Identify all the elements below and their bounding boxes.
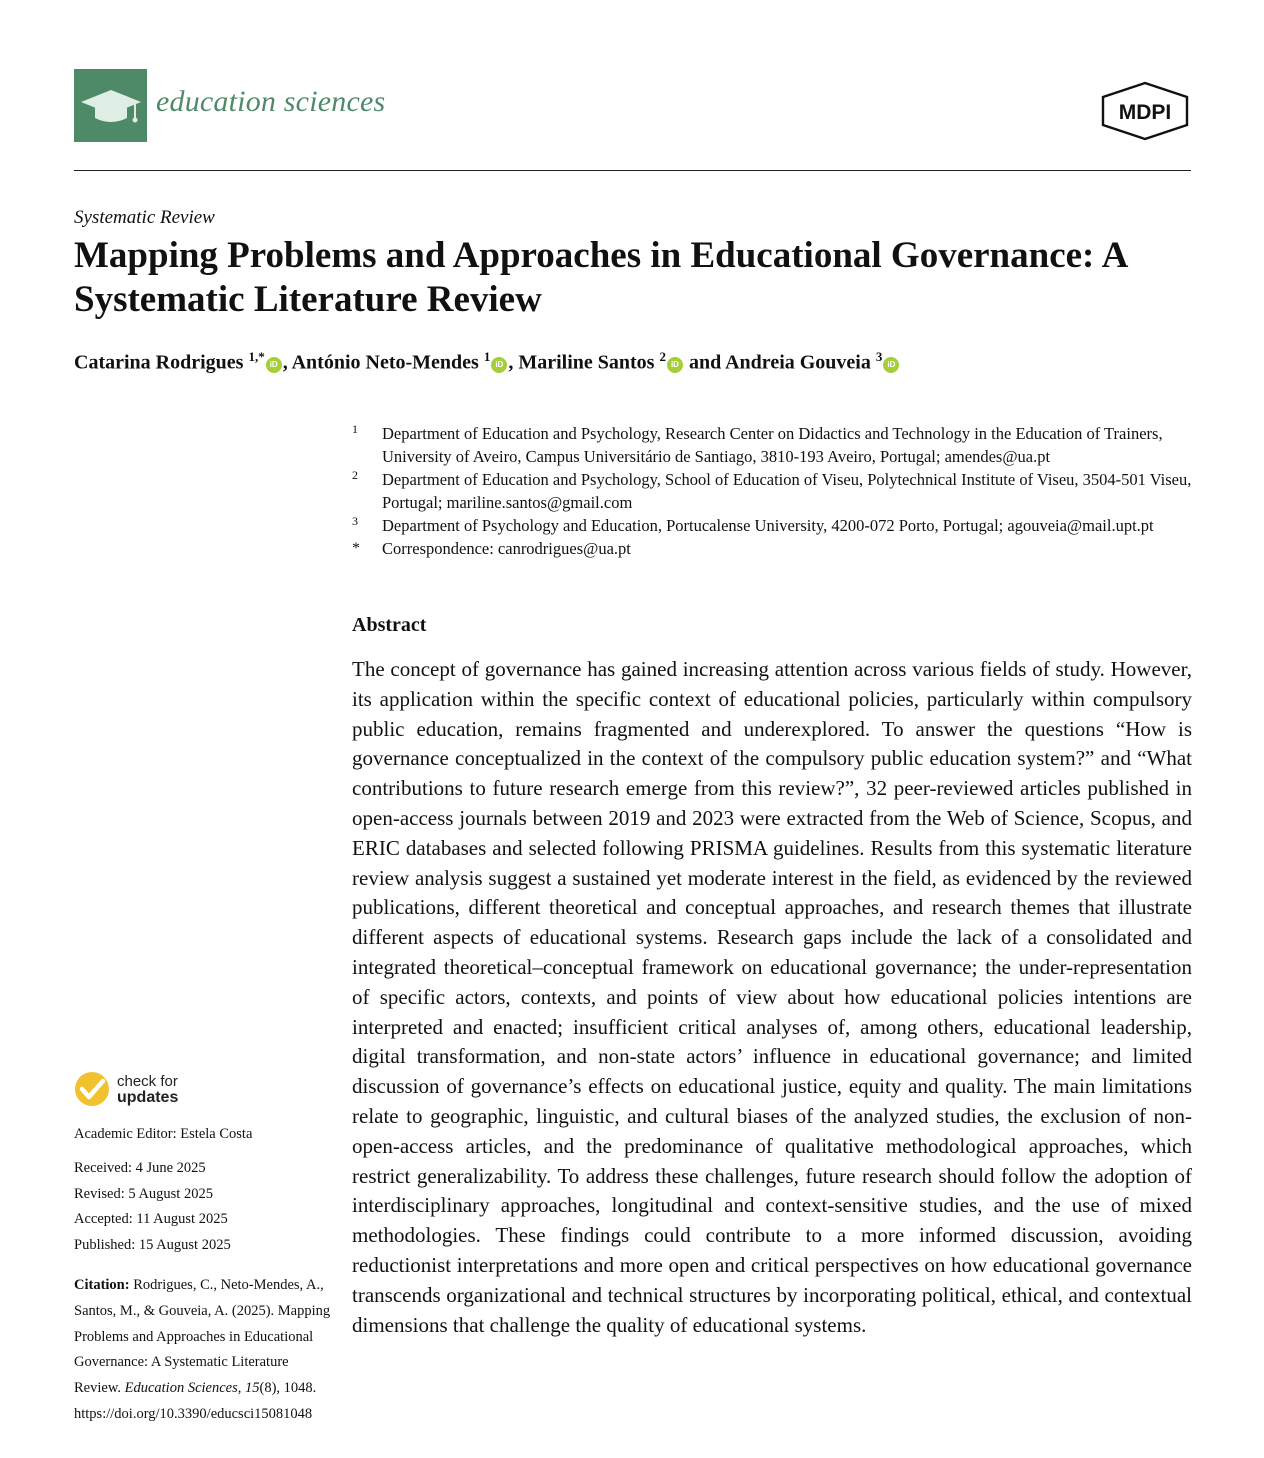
graduation-cap-icon <box>79 86 143 126</box>
citation-text: Rodrigues, C., Neto-Mendes, A., Santos, M., & Gouveia, A. (2025). Mapping Problems and Approaches in Educational Governance: A Systematic Literature Review. <box>74 1276 331 1397</box>
abstract-text: The concept of governance has gained increasing attention across various fields of study. However, its application within the specific context of educational policies, particularly within compulsory public education, remains fragmented and underexplored. To answer the questions “How is governance conceptualized in the context of the compulsory public education system?” and “What contributions to future research emerge from this review?”, 32 peer-reviewed articles published in open-access journals between 2019 and 2023 were extracted from the Web of Science, Scopus, and ERIC databases and selected following PRISMA guidelines. Results from this systematic literature review analysis suggest a sustained yet moderate interest in the field, as evidenced by the reviewed publications, different theoretical and conceptual approaches, and research themes that illustrate different aspects of educational systems. Research gaps include the lack of a consolidated and integrated theoretical–conceptual framework on educational governance; the under-representation of specific actors, contexts, and points of view about how educational policies intentions are interpreted and enacted; insufficient critical analyses of, among others, educational leadership, digital transformation, and non-state actors’ influence in educational governance; and limited discussion of governance’s effects on educational justice, equity and quality. The main limitations relate to geographic, linguistic, and cultural biases of the analyzed studies, the exclusion of non-open-access articles, and the predominance of qualitative methodological approaches, which restrict generalizability. To address these challenges, future research should follow the adoption of interdisciplinary approaches, longitudinal and context-sensitive studies, and the use of mixed methodologies. These findings could contribute to a more informed discussion, avoiding reductionist interpretations and more open and critical perspectives on how educational governance transcends organizational and technical structures by incorporating political, ethical, and contextual dimensions that challenge the quality of educational systems. <box>352 657 1192 1337</box>
orcid-icon[interactable]: iD <box>667 357 683 373</box>
correspondence-text[interactable]: Correspondence: canrodrigues@ua.pt <box>382 539 631 558</box>
author-separator: and <box>683 351 726 374</box>
affiliations <box>352 422 1197 560</box>
orcid-icon[interactable]: iD <box>491 357 507 373</box>
citation-journal: Education Sciences <box>124 1380 238 1397</box>
affiliation-number: 3 <box>352 514 358 528</box>
published-date: Published: 15 August 2025 <box>74 1237 231 1254</box>
affiliation-item <box>352 468 1197 514</box>
author-list <box>74 349 900 375</box>
check-for-updates-icon <box>74 1071 110 1107</box>
affiliation-text: Department of Education and Psychology, Research Center on Didactics and Technology in the Education of Trainers, University of Aveiro, Campus Universitário de Santiago, 3810-193 Aveiro, Portugal; amendes@ua.pt <box>382 424 1163 466</box>
citation <box>74 1273 334 1428</box>
orcid-icon[interactable]: iD <box>266 357 282 373</box>
received-date: Received: 4 June 2025 <box>74 1159 206 1176</box>
orcid-icon[interactable]: iD <box>883 357 899 373</box>
accepted-date: Accepted: 11 August 2025 <box>74 1211 228 1228</box>
citation-volume: 15 <box>245 1380 260 1397</box>
author-affiliation-mark: 1 <box>483 349 491 364</box>
abstract-heading: Abstract <box>352 614 427 636</box>
check-for-updates-button[interactable] <box>74 1071 254 1111</box>
author-affiliation-mark: 1,* <box>248 349 265 364</box>
revised-date: Revised: 5 August 2025 <box>74 1185 213 1202</box>
header-divider <box>74 170 1191 171</box>
citation-label: Citation: <box>74 1276 130 1293</box>
affiliation-number: 1 <box>352 422 358 436</box>
author-name[interactable]: Catarina Rodrigues <box>74 351 244 374</box>
updates-label-bold: updates <box>117 1089 179 1106</box>
affiliation-item <box>352 422 1197 468</box>
journal-header <box>74 69 1191 143</box>
article-title: Mapping Problems and Approaches in Educational Governance: A Systematic Literature Review <box>74 235 1127 320</box>
citation-doi[interactable]: (8), 1048. https://doi.org/10.3390/educsci15081048 <box>74 1380 317 1422</box>
author-name[interactable]: Mariline Santos <box>518 351 655 374</box>
article-metadata-sidebar <box>74 1122 334 1428</box>
journal-name[interactable]: education sciences <box>156 85 386 118</box>
publisher-name: MDPI <box>1118 101 1172 124</box>
updates-label: check for <box>117 1073 178 1090</box>
affiliation-item <box>352 514 1197 537</box>
mdpi-logo[interactable] <box>1099 81 1191 141</box>
academic-editor: Academic Editor: Estela Costa <box>74 1126 253 1142</box>
author-name[interactable]: António Neto-Mendes <box>291 351 479 374</box>
journal-logo[interactable] <box>74 69 147 142</box>
author-name[interactable]: Andreia Gouveia <box>725 351 871 374</box>
author-separator: , <box>508 351 519 374</box>
correspondence-mark: * <box>352 540 360 557</box>
author-affiliation-mark: 3 <box>875 349 883 364</box>
affiliation-text: Department of Psychology and Education, Portucalense University, 4200-072 Porto, Portugal; agouveia@mail.upt.pt <box>382 516 1154 535</box>
affiliation-number: 2 <box>352 468 358 482</box>
author-affiliation-mark: 2 <box>659 349 666 364</box>
citation-separator: , <box>237 1380 245 1397</box>
article-type: Systematic Review <box>74 207 215 228</box>
affiliation-text: Department of Education and Psychology, School of Education of Viseu, Polytechnical Institute of Viseu, 3504-501 Viseu, Portugal; mariline.santos@gmail.com <box>382 470 1192 512</box>
correspondence <box>352 537 1197 560</box>
author-separator: , <box>282 351 292 374</box>
